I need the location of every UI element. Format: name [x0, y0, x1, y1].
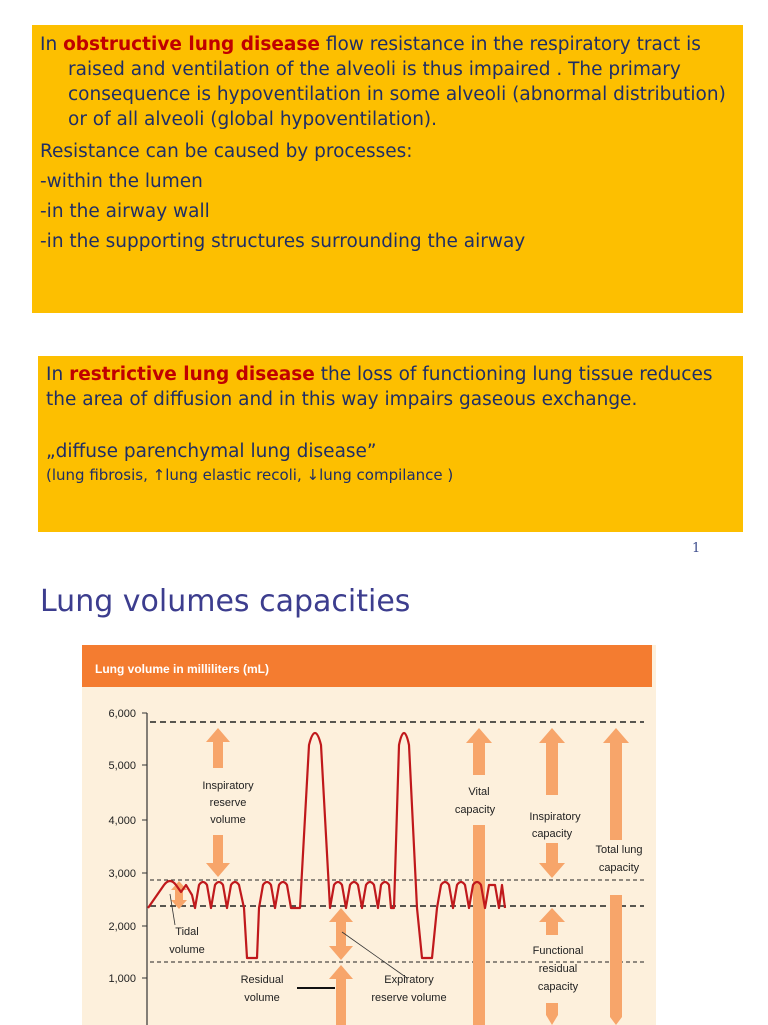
obstructive-line-4: or of all alveoli (global hypoventilation). [68, 109, 438, 130]
obstructive-line-1-rest: flow resistance in the respiratory tract is [325, 34, 701, 55]
lung-volume-figure [82, 645, 656, 1025]
obstructive-line-1 [40, 33, 701, 57]
irv-label: reserve [209, 797, 247, 809]
frc-label: capacity [537, 981, 579, 993]
vc-label: capacity [454, 804, 496, 816]
cause-item: -within the lumen [40, 171, 203, 192]
y-tick-label: 1,000 [108, 973, 136, 985]
restrictive-line-1-rest: the loss of functioning lung tissue reduces [320, 364, 713, 385]
slide-title: Lung volumes capacities [40, 584, 411, 619]
y-tick-label: 2,000 [108, 921, 136, 933]
ic-label: capacity [531, 828, 573, 840]
restrictive-examples: (lung fibrosis, ↑lung elastic recoli, ↓lung compilance ) [46, 466, 454, 484]
vc-label: Vital [468, 786, 490, 798]
vc-arrow-down [473, 825, 485, 1025]
erv-label: Expiratory [384, 974, 434, 986]
figure-header-text: Lung volume in milliliters (mL) [95, 662, 270, 676]
erv-label: reserve volume [371, 992, 447, 1004]
irv-label: volume [210, 814, 246, 826]
frc-label: residual [538, 963, 578, 975]
ic-label: Inspiratory [529, 811, 581, 823]
y-tick-label: 4,000 [108, 815, 136, 827]
resistance-intro: Resistance can be caused by processes: [40, 141, 413, 162]
in-word: In [46, 364, 64, 385]
irv-label: Inspiratory [202, 780, 254, 792]
restrictive-line-2: the area of diffusion and in this way impairs gaseous exchange. [46, 389, 638, 410]
tidal-label: volume [169, 944, 205, 956]
tlc-label: Total lung [595, 844, 643, 856]
tlc-arrow-down [610, 895, 622, 1025]
y-tick-label: 6,000 [108, 708, 136, 720]
residual-label: volume [244, 992, 280, 1004]
tidal-label: Tidal [175, 926, 199, 938]
frc-label: Functional [532, 945, 584, 957]
restrictive-quote: „diffuse parenchymal lung disease” [46, 441, 377, 462]
obstructive-term: obstructive lung disease [63, 34, 320, 55]
restrictive-line-1 [46, 363, 712, 387]
obstructive-line-3: consequence is hypoventilation in some alveoli (abnormal distribution) [68, 84, 726, 105]
page-number: 1 [692, 541, 701, 556]
cause-item: -in the airway wall [40, 201, 210, 222]
y-tick-label: 3,000 [108, 868, 136, 880]
restrictive-term: restrictive lung disease [69, 364, 315, 385]
y-tick-label: 5,000 [108, 760, 136, 772]
obstructive-line-2: raised and ventilation of the alveoli is thus impaired . The primary [68, 59, 681, 80]
tlc-label: capacity [598, 862, 640, 874]
cause-item: -in the supporting structures surrounding the airway [40, 231, 526, 252]
residual-label: Residual [240, 974, 284, 986]
in-word: In [40, 34, 58, 55]
